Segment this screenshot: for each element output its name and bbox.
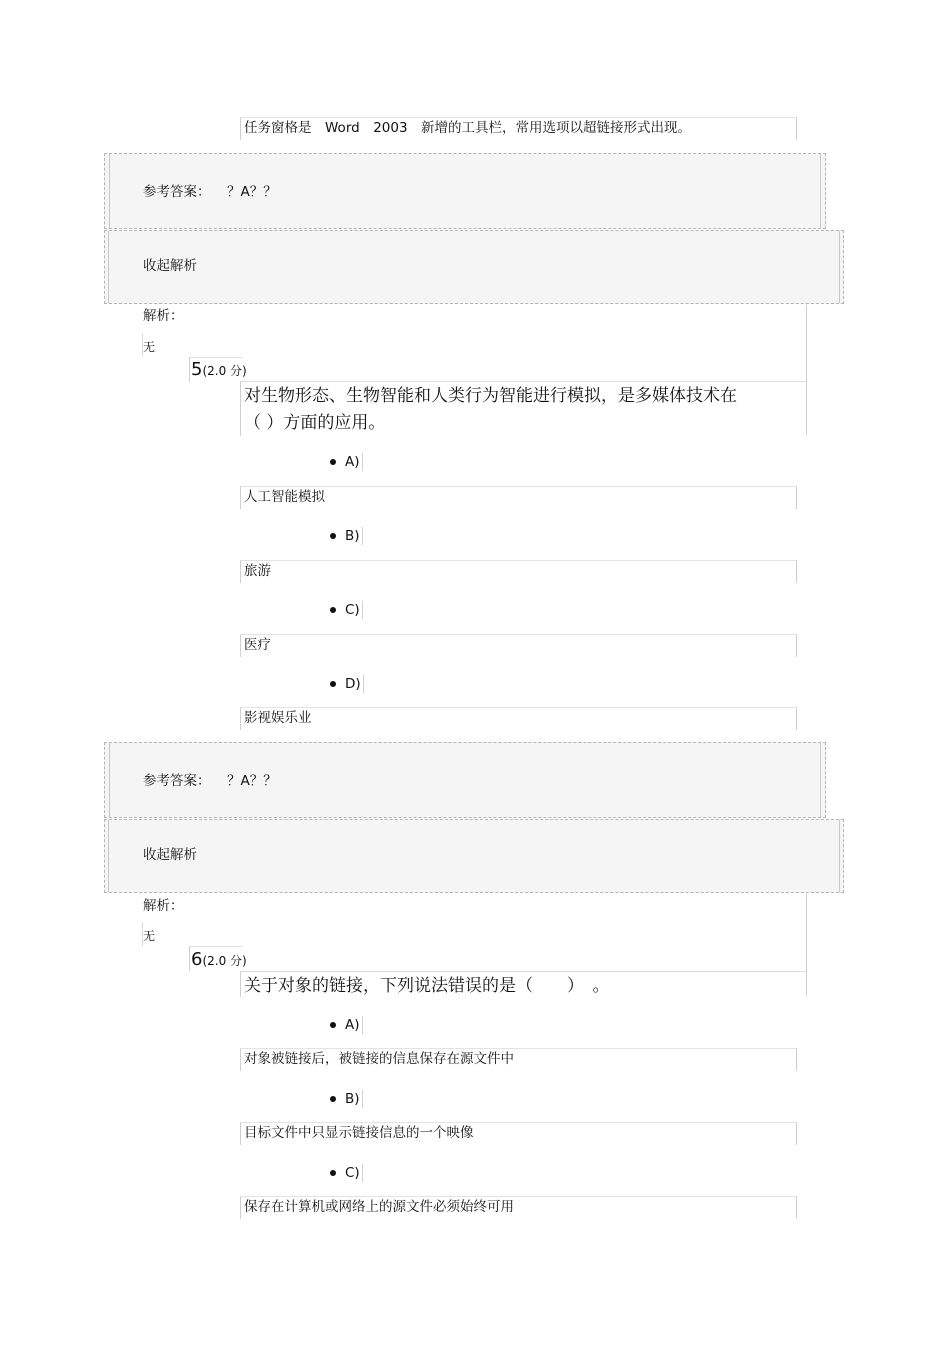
analysis-value: 无 [143,340,156,354]
reference-answer-value: ？A？？ [227,184,277,200]
option-d-text-box[interactable] [240,707,797,730]
reference-answer-label: 参考答案： [143,184,211,200]
reference-answer-label: 参考答案： [143,773,211,789]
question-stem-line1: 对生物形态、生物智能和人类行为智能进行模拟，是多媒体技术在 [244,386,737,406]
analysis-label: 解析： [143,308,184,324]
option-d-text: 影视娱乐业 [244,710,312,726]
reference-answer-panel [104,153,826,229]
option-b-text-box[interactable] [240,1122,797,1145]
option-a-text-box[interactable] [240,486,797,509]
option-bullet [330,1096,336,1102]
analysis-label: 解析： [143,898,184,914]
option-b-label[interactable]: B) [345,527,363,545]
question-stem-line1: 关于对象的链接，下列说法错误的是（ ） 。 [244,976,610,996]
analysis-value: 无 [143,929,156,943]
option-bullet [330,607,336,613]
option-c-text: 医疗 [244,637,271,653]
option-a-text: 人工智能模拟 [244,489,325,505]
option-c-label[interactable]: C) [345,601,363,619]
option-c-text: 保存在计算机或网络上的源文件必须始终可用 [244,1199,514,1215]
collapse-analysis-panel[interactable] [104,230,844,304]
question-score: (2.0 分) [202,364,247,378]
question-number: 6(2.0 分) [191,949,247,970]
reference-answer-value: ？A？？ [227,773,277,789]
reference-answer-panel [104,742,826,818]
question-number: 5(2.0 分) [191,359,247,380]
collapse-analysis-panel[interactable] [104,819,844,893]
option-bullet [330,459,336,465]
option-a-label[interactable]: A) [345,453,363,471]
collapse-analysis-button[interactable]: 收起解析 [143,258,197,274]
option-bullet [330,1022,336,1028]
option-c-text-box[interactable] [240,634,797,657]
option-d-label[interactable]: D) [345,675,364,693]
option-a-text-box[interactable] [240,1048,797,1071]
option-b-text: 旅游 [244,563,271,579]
option-c-text-box[interactable] [240,1196,797,1219]
option-a-label[interactable]: A) [345,1016,363,1034]
option-b-text-box[interactable] [240,560,797,583]
option-text-box [240,117,797,140]
option-b-text: 目标文件中只显示链接信息的一个映像 [244,1125,474,1141]
question-score: (2.0 分) [202,954,247,968]
question-stem-line2: （ ）方面的应用。 [244,413,386,433]
option-bullet [330,1170,336,1176]
option-b-label[interactable]: B) [345,1090,363,1108]
option-bullet [330,533,336,539]
collapse-analysis-button[interactable]: 收起解析 [143,847,197,863]
option-a-text: 对象被链接后，被链接的信息保存在源文件中 [244,1051,514,1067]
option-c-label[interactable]: C) [345,1164,363,1182]
option-bullet [330,681,336,687]
option-text: 任务窗格是 Word 2003 新增的工具栏，常用选项以超链接形式出现。 [244,120,692,136]
